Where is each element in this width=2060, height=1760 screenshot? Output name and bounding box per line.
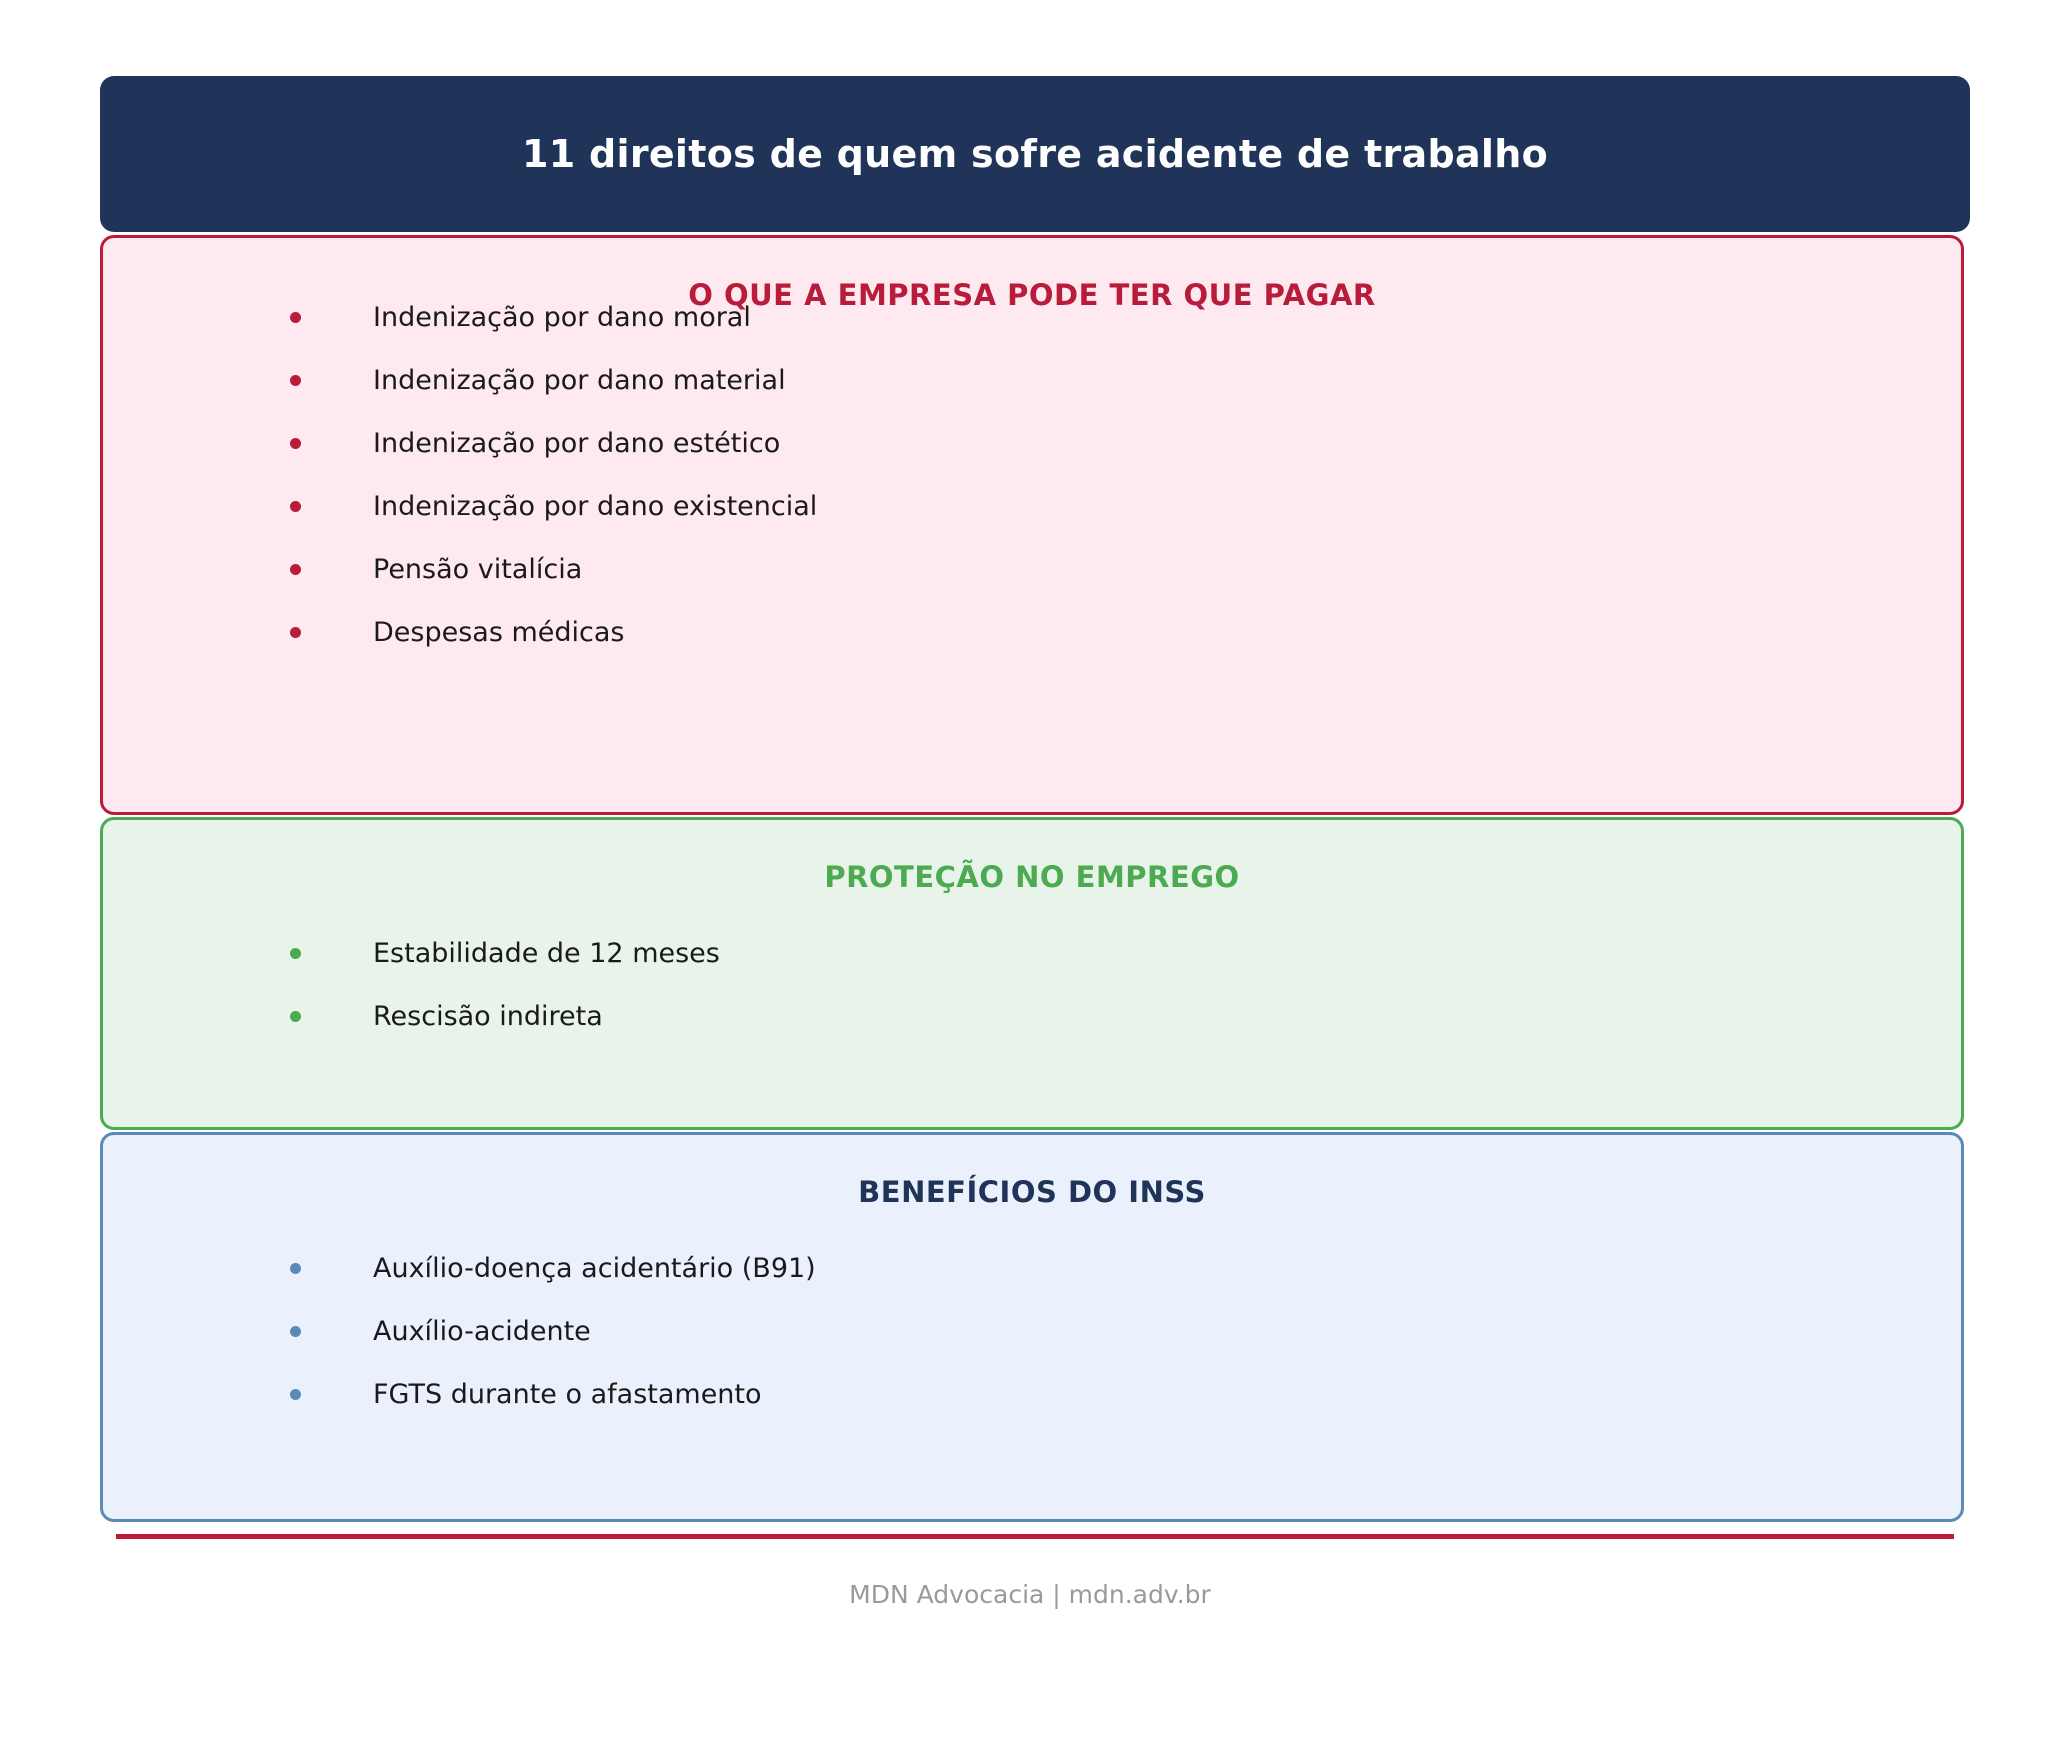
bullet-icon	[290, 564, 301, 575]
bullet-icon	[290, 375, 301, 386]
section-inss-benefits	[100, 1132, 1964, 1522]
list-item	[103, 298, 1961, 338]
bullet-icon	[290, 1011, 301, 1022]
list-item	[103, 1249, 1961, 1289]
list-item	[103, 424, 1961, 464]
bullet-icon	[290, 627, 301, 638]
list-item	[103, 934, 1961, 974]
item-label: Indenização por dano moral	[373, 302, 751, 333]
bullet-icon	[290, 948, 301, 959]
bullet-icon	[290, 1263, 301, 1274]
item-label: Rescisão indireta	[373, 1001, 603, 1032]
item-label: Indenização por dano existencial	[373, 491, 818, 522]
item-label: Estabilidade de 12 meses	[373, 938, 720, 969]
footer-text: MDN Advocacia | mdn.adv.br	[849, 1580, 1211, 1609]
page-header	[100, 76, 1970, 232]
item-label: Auxílio-doença acidentário (B91)	[373, 1253, 816, 1284]
list-item	[103, 997, 1961, 1037]
section-job-protection	[100, 817, 1964, 1130]
bullet-icon	[290, 1326, 301, 1337]
list-item	[103, 361, 1961, 401]
list-item	[103, 1375, 1961, 1415]
item-label: Auxílio-acidente	[373, 1316, 591, 1347]
item-label: Despesas médicas	[373, 617, 625, 648]
bullet-icon	[290, 501, 301, 512]
item-label: Pensão vitalícia	[373, 554, 583, 585]
list-item	[103, 550, 1961, 590]
item-label: FGTS durante o afastamento	[373, 1379, 762, 1410]
list-item	[103, 487, 1961, 527]
bullet-icon	[290, 438, 301, 449]
page-title: 11 direitos de quem sofre acidente de trabalho	[521, 132, 1548, 176]
bullet-icon	[290, 312, 301, 323]
section-title: BENEFÍCIOS DO INSS	[858, 1175, 1206, 1209]
list-item	[103, 613, 1961, 653]
bullet-icon	[290, 1389, 301, 1400]
item-label: Indenização por dano estético	[373, 428, 781, 459]
section-title: O QUE A EMPRESA PODE TER QUE PAGAR	[688, 278, 1376, 312]
section-company-payments	[100, 235, 1964, 815]
section-title: PROTEÇÃO NO EMPREGO	[824, 860, 1240, 894]
list-item	[103, 1312, 1961, 1352]
footer-divider	[116, 1534, 1954, 1539]
item-label: Indenização por dano material	[373, 365, 786, 396]
